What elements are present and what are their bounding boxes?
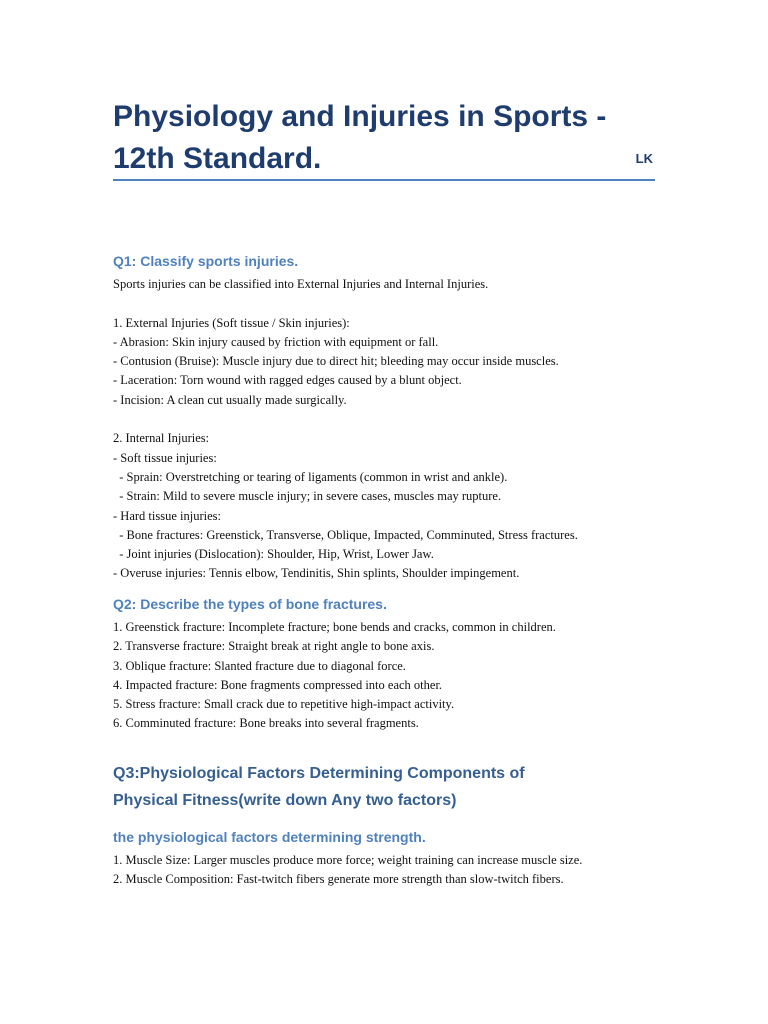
document-title: Physiology and Injuries in Sports - 12th Standard. — [113, 100, 607, 175]
q2-heading: Q2: Describe the types of bone fractures. — [113, 596, 387, 612]
list-item: - Joint injuries (Dislocation): Shoulder, Hip, Wrist, Lower Jaw. — [113, 547, 434, 562]
list-item: - Sprain: Overstretching or tearing of ligaments (common in wrist and ankle). — [113, 469, 508, 484]
title-block — [113, 96, 655, 180]
list-item: - Contusion (Bruise): Muscle injury due to direct hit; bleeding may occur inside muscles. — [113, 354, 559, 369]
list-item: 4. Impacted fracture: Bone fragments compressed into each other. — [113, 677, 443, 692]
list-item: 1. Muscle Size: Larger muscles produce more force; weight training can increase muscle size. — [113, 853, 583, 867]
list-item: - Laceration: Torn wound with ragged edges caused by a blunt object. — [113, 373, 462, 388]
list-item: 5. Stress fracture: Small crack due to repetitive high-impact activity. — [113, 697, 455, 712]
list-item: 6. Comminuted fracture: Bone breaks into several fragments. — [113, 716, 419, 731]
q2-section — [113, 594, 673, 734]
title-underline — [113, 179, 655, 181]
q3-section — [113, 760, 593, 818]
q1-heading: Q1: Classify sports injuries. — [113, 253, 299, 269]
list-item: - Hard tissue injuries: — [113, 508, 221, 523]
q1-intro: Sports injuries can be classified into External Injuries and Internal Injuries. — [113, 277, 489, 291]
list-item: 3. Oblique fracture: Slanted fracture due to diagonal force. — [113, 658, 406, 673]
list-item: 2. Internal Injuries: — [113, 431, 210, 446]
q3-strength-section — [113, 827, 673, 890]
list-item: - Bone fractures: Greenstick, Transverse, Oblique, Impacted, Comminuted, Stress fractures. — [113, 527, 578, 542]
list-item: 1. External Injuries (Soft tissue / Skin injuries): — [113, 315, 350, 330]
q3-subheading: the physiological factors determining strength. — [113, 829, 426, 845]
list-item: 1. Greenstick fracture: Incomplete fracture; bone bends and cracks, common in children. — [113, 620, 556, 634]
list-item: 2. Muscle Composition: Fast-twitch fibers generate more strength than slow-twitch fibers. — [113, 872, 564, 887]
list-item: - Incision: A clean cut usually made surgically. — [113, 392, 347, 407]
list-item: - Overuse injuries: Tennis elbow, Tendinitis, Shin splints, Shoulder impingement. — [113, 566, 520, 581]
list-item: 2. Transverse fracture: Straight break at right angle to bone axis. — [113, 639, 435, 654]
list-item: - Strain: Mild to severe muscle injury; in severe cases, muscles may rupture. — [113, 489, 502, 504]
author-initials: LK — [635, 151, 653, 166]
q1-section — [113, 251, 673, 584]
list-item: - Abrasion: Skin injury caused by friction with equipment or fall. — [113, 334, 439, 349]
q3-heading: Q3:Physiological Factors Determining Components of Physical Fitness(write down Any two factors) — [113, 765, 525, 809]
list-item: - Soft tissue injuries: — [113, 450, 217, 465]
